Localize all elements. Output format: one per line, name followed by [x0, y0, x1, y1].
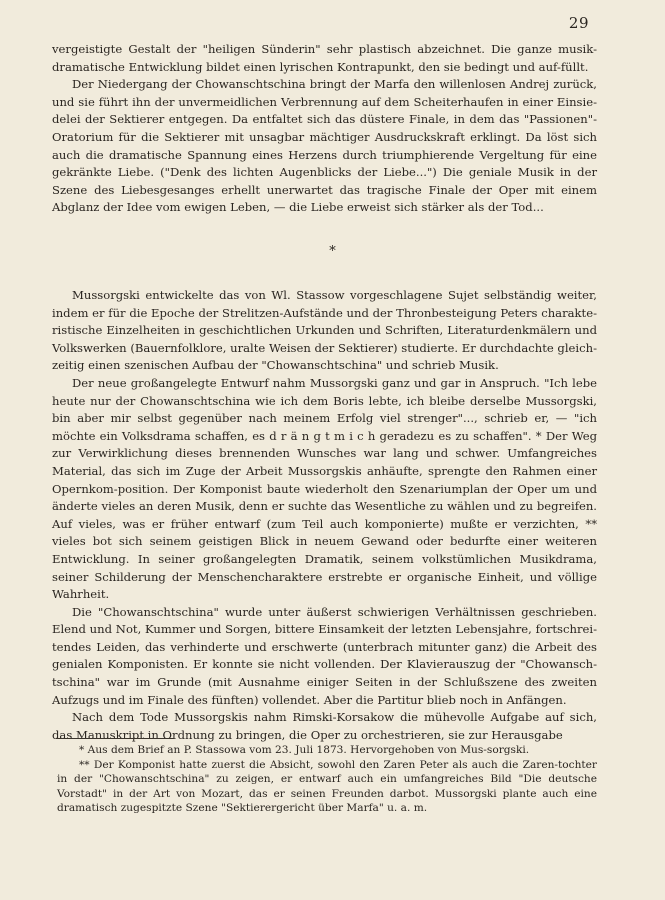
paragraph: Der neue großangelegte Entwurf nahm Mussorgski ganz und gar in Anspruch. "Ich lebe heute nur der Chowanschtschina wie ich dem Boris lebte, ich bleibe derselbe Mussorgski, bin aber mir selbst gegenüber nach meinem Erfolg viel strenger"..., schrieb er, — "ich möchte ein Volksdrama schaffen, es d r ä n g t m i c h geradezu es zu schaffen". * Der Weg zur Verwirklichung dieses brennenden Wunsches war lang und schwer. Umfangreiches Material, das sich im Zuge der Arbeit Mussorgskis anhäufte, sprengte den Rahmen einer Opernkom-position. Der Komponist baute wiederholt den Szenariumplan der Oper um und änderte vieles an deren Musik, denn er suchte das Wesentliche zu wählen und zu begreifen. Auf vieles, was er früher entwarf (zum Teil auch komponierte) mußte er verzichten, ** vieles bot sich seinem geistigen Blick in neuem Gewand oder bedurfte einer weiteren Entwicklung. In seiner großangelegten Dramatik, seinem volkstümlichen Musikdrama, seiner Schilderung der Menschencharaktere erstrebte er organische Einheit, und völlige Wahrheit. — [52, 375, 597, 602]
paragraph: Der Niedergang der Chowanschtschina bringt der Marfa den willenlosen Andrej zurück, und sie führt ihn der unvermeidlichen Verbrennung auf dem Scheiterhaufen in einer Einsie-delei der Sektierer entgegen. Da entfaltet sich das düstere Finale, in dem das "Passionen"-Oratorium für die Sektierer mit unsagbar mächtiger Ausdruckskraft erklingt. Da löst sich auch die dramatische Spannung eines Herzens durch triumphierende Vergeltung für eine gekränkte Liebe. ("Denk des lichten Augenblicks der Liebe...") Die geniale Musik in der Szene des Liebesgesanges erhellt unerwartet das tragische Finale der Oper mit einem Abglanz der Idee vom ewigen Leben, — die Liebe erweist sich stärker als der Tod... — [52, 77, 597, 215]
paragraph: Nach dem Tode Mussorgskis nahm Rimski-Korsakow die mühevolle Aufgabe auf sich, das Manuskript in Ordnung zu bringen, die Oper zu orchestrieren, sie zur Herausgabe — [52, 710, 597, 742]
footnote: * Aus dem Brief an P. Stassowa vom 23. Juli 1873. Hervorgehoben von Mus-sorgski. — [79, 744, 530, 756]
paragraph: Die "Chowanschtschina" wurde unter äußerst schwierigen Verhältnissen geschrieben. Elend und Not, Kummer und Sorgen, bittere Einsamkeit der letzten Lebensjahre, fortschrei-tendes Leiden, das verhinderte und erschwerte (unterbrach mitunter ganz) die Arbeit des genialen Komponisten. Er konnte sie nicht vollenden. Der Klavierauszug der "Chowansch-tschina" war im Grunde (mit Ausnahme einiger Seiten in der Schlußszene des zweiten Aufzugs und im Finale des fünften) vollendet. Aber die Partitur blieb noch in Anfängen. — [52, 604, 597, 707]
footnotes — [57, 743, 597, 816]
footnote: ** Der Komponist hatte zuerst die Absicht, sowohl den Zaren Peter als auch die Zaren-tochter in der "Chowanschtschina" zu zeigen, er entwarf auch ein umfangreiches Bild "Die deutsche Vorstadt" in der Art von Mozart, das er seinen Freunden darbot. Mussorgski plante auch eine dramatisch zugespitzte Szene "Sektierergericht über Marfa" u. a. m. — [57, 758, 597, 814]
paragraph: vergeistigte Gestalt der "heiligen Sünderin" sehr plastisch abzeichnet. Die ganze musik-dramatische Entwicklung bildet einen lyrischen Kontrapunkt, den sie bedingt und auf-füllt. — [52, 42, 597, 74]
section-separator-asterisk: * — [329, 244, 336, 259]
text-block-marfa-finale — [52, 41, 597, 217]
footnote-divider — [56, 738, 174, 739]
text-block-composition-history — [52, 287, 597, 744]
page-number: 29 — [568, 14, 589, 32]
paragraph: Mussorgski entwickelte das von Wl. Stassow vorgeschlagene Sujet selbständig weiter, indem er für die Epoche der Strelitzen-Aufstände und der Thronbesteigung Peters charakte-ristische Einzelheiten in geschichtlichen Urkunden und Schriften, Literaturdenkmälern und Volkswerken (Bauernfolklore, uralte Weisen der Sektierer) studierte. Er durchdachte gleich-zeitig einen szenischen Aufbau der "Chowanschtschina" und schrieb Musik. — [52, 288, 597, 373]
